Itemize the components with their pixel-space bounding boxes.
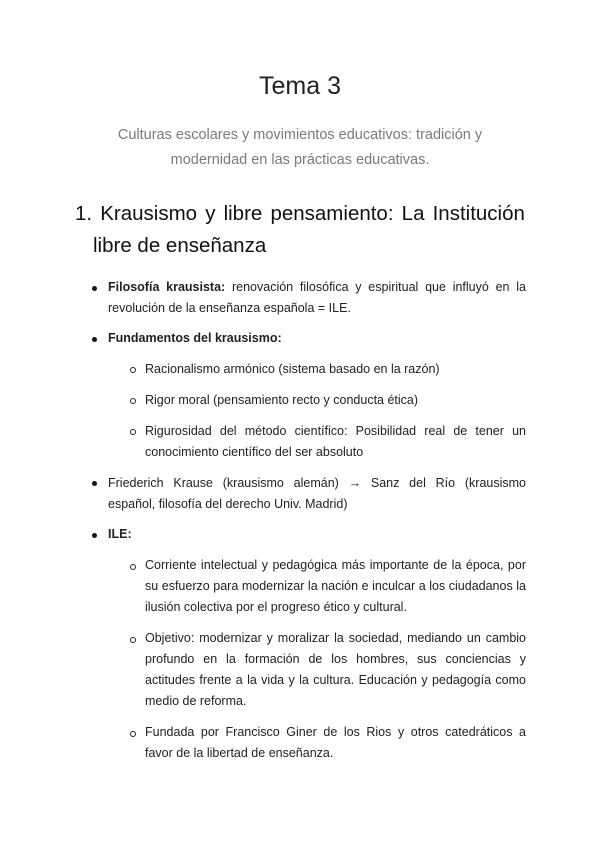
subtitle-line-2: modernidad en las prácticas educativas. [170, 152, 430, 168]
sub-item: Fundada por Francisco Giner de los Rios y otros catedráticos a favor de la libertad de enseñanza. [145, 725, 526, 760]
circle-bullet-icon [130, 564, 136, 570]
bullet-icon [92, 286, 97, 291]
list-item-ile [108, 524, 526, 545]
heading-word: pensamiento: [270, 202, 394, 225]
circle-bullet-icon [130, 429, 136, 435]
sub-item: Rigurosidad del método científico: Posibilidad real de tener un conocimiento científico del ser absoluto [145, 424, 526, 459]
section-number: 1. [75, 202, 93, 225]
heading-word: Krausismo [100, 202, 198, 225]
sub-item: Corriente intelectual y pedagógica más importante de la época, por su esfuerzo para modernizar la nación e inculcar a los ciudadanos la ilusión colectiva por el progreso ético y cultural. [145, 558, 526, 614]
heading-word: Institución [432, 202, 525, 225]
item-text: renovación filosófica y espiritual que influyó en la revolución de la enseñanza española = ILE. [108, 280, 526, 315]
circle-bullet-icon [130, 367, 136, 373]
bullet-icon [92, 337, 97, 342]
item-label: Filosofía krausista: [108, 280, 226, 294]
item-label: Fundamentos del krausismo: [108, 331, 282, 345]
page-title: Tema 3 [259, 72, 341, 100]
heading-word: La [401, 202, 425, 225]
subtitle-line-1: Culturas escolares y movimientos educativos: tradición y [117, 127, 483, 143]
sub-item: Rigor moral (pensamiento recto y conducta ética) [145, 393, 419, 407]
list-item-fundamentos [108, 328, 526, 349]
bullet-icon [92, 533, 97, 538]
circle-bullet-icon [130, 637, 136, 643]
heading-word: y [205, 202, 216, 225]
section-heading-line-2: libre de enseñanza [93, 234, 267, 257]
list-item-filosofia [108, 277, 526, 319]
bullet-icon [92, 481, 97, 486]
list-item-krause: Friederich Krause (krausismo alemán) → Sanz del Río (krausismo español, filosofía del derecho Univ. Madrid) [108, 476, 526, 511]
circle-bullet-icon [130, 731, 136, 737]
circle-bullet-icon [130, 398, 136, 404]
heading-word: libre [223, 202, 263, 225]
section-heading-line-1 [75, 198, 525, 230]
item-label: ILE: [108, 527, 132, 541]
subtitle [80, 123, 520, 173]
sub-item: Objetivo: modernizar y moralizar la sociedad, mediando un cambio profundo en la formación de los hombres, sus conciencias y actitudes frente a la vida y la cultura. Educación y pedagogía como medio de reforma. [145, 631, 526, 708]
section-heading [75, 198, 525, 262]
sub-item: Racionalismo armónico (sistema basado en la razón) [145, 362, 440, 376]
